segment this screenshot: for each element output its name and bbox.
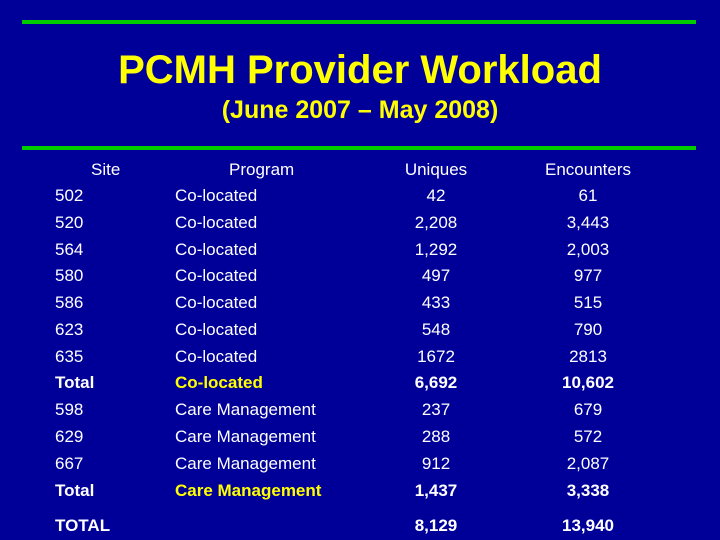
- cell-encounters: 61: [578, 186, 598, 205]
- cell-encounters: 679: [573, 400, 603, 419]
- cell-encounters: 2,087: [566, 454, 610, 473]
- cell-program: Co-located: [175, 347, 258, 366]
- cell-encounters: 515: [573, 293, 603, 312]
- cell-site: 580: [55, 266, 84, 285]
- cell-uniques: 548: [421, 320, 451, 339]
- total-cell-site: Total: [55, 373, 95, 392]
- total-cell-program: Co-located: [175, 373, 263, 392]
- cell-uniques: 288: [421, 427, 451, 446]
- cell-program: Co-located: [175, 293, 258, 312]
- grand-total-label: TOTAL: [55, 516, 111, 535]
- header-program: Program: [229, 160, 295, 179]
- cell-site: 667: [55, 454, 84, 473]
- cell-program: Care Management: [175, 454, 316, 473]
- cell-site: 564: [55, 240, 84, 259]
- cell-uniques: 1,292: [414, 240, 458, 259]
- cell-program: Co-located: [175, 266, 258, 285]
- cell-site: 520: [55, 213, 84, 232]
- grand-total-uniques: 8,129: [414, 516, 458, 535]
- cell-uniques: 497: [421, 266, 451, 285]
- total-cell-site: Total: [55, 481, 95, 500]
- cell-program: Co-located: [175, 213, 258, 232]
- header-uniques: Uniques: [404, 160, 468, 179]
- cell-uniques: 1672: [417, 347, 455, 366]
- total-cell-program: Care Management: [175, 481, 322, 500]
- total-cell-uniques: 1,437: [414, 481, 458, 500]
- cell-site: 623: [55, 320, 84, 339]
- cell-encounters: 790: [573, 320, 603, 339]
- header-divider: [22, 146, 696, 150]
- header-site: Site: [91, 160, 121, 179]
- top-divider: [22, 20, 696, 24]
- cell-site: 635: [55, 347, 84, 366]
- cell-encounters: 3,443: [566, 213, 610, 232]
- cell-program: Co-located: [175, 320, 258, 339]
- cell-program: Co-located: [175, 186, 258, 205]
- cell-program: Care Management: [175, 400, 316, 419]
- cell-uniques: 912: [421, 454, 451, 473]
- cell-uniques: 2,208: [414, 213, 458, 232]
- cell-site: 502: [55, 186, 84, 205]
- cell-site: 586: [55, 293, 84, 312]
- cell-uniques: 42: [426, 186, 446, 205]
- cell-encounters: 2,003: [566, 240, 610, 259]
- cell-encounters: 977: [573, 266, 603, 285]
- total-cell-encounters: 10,602: [562, 373, 614, 392]
- cell-uniques: 433: [421, 293, 451, 312]
- cell-uniques: 237: [421, 400, 451, 419]
- cell-encounters: 572: [573, 427, 603, 446]
- cell-program: Co-located: [175, 240, 258, 259]
- total-cell-encounters: 3,338: [566, 481, 610, 500]
- cell-encounters: 2813: [569, 347, 607, 366]
- slide-title: PCMH Provider Workload: [118, 48, 602, 92]
- grand-total-encounters: 13,940: [562, 516, 614, 535]
- cell-program: Care Management: [175, 427, 316, 446]
- cell-site: 629: [55, 427, 84, 446]
- total-cell-uniques: 6,692: [414, 373, 458, 392]
- cell-site: 598: [55, 400, 84, 419]
- header-encounters: Encounters: [545, 160, 631, 179]
- slide-subtitle: (June 2007 – May 2008): [221, 96, 499, 124]
